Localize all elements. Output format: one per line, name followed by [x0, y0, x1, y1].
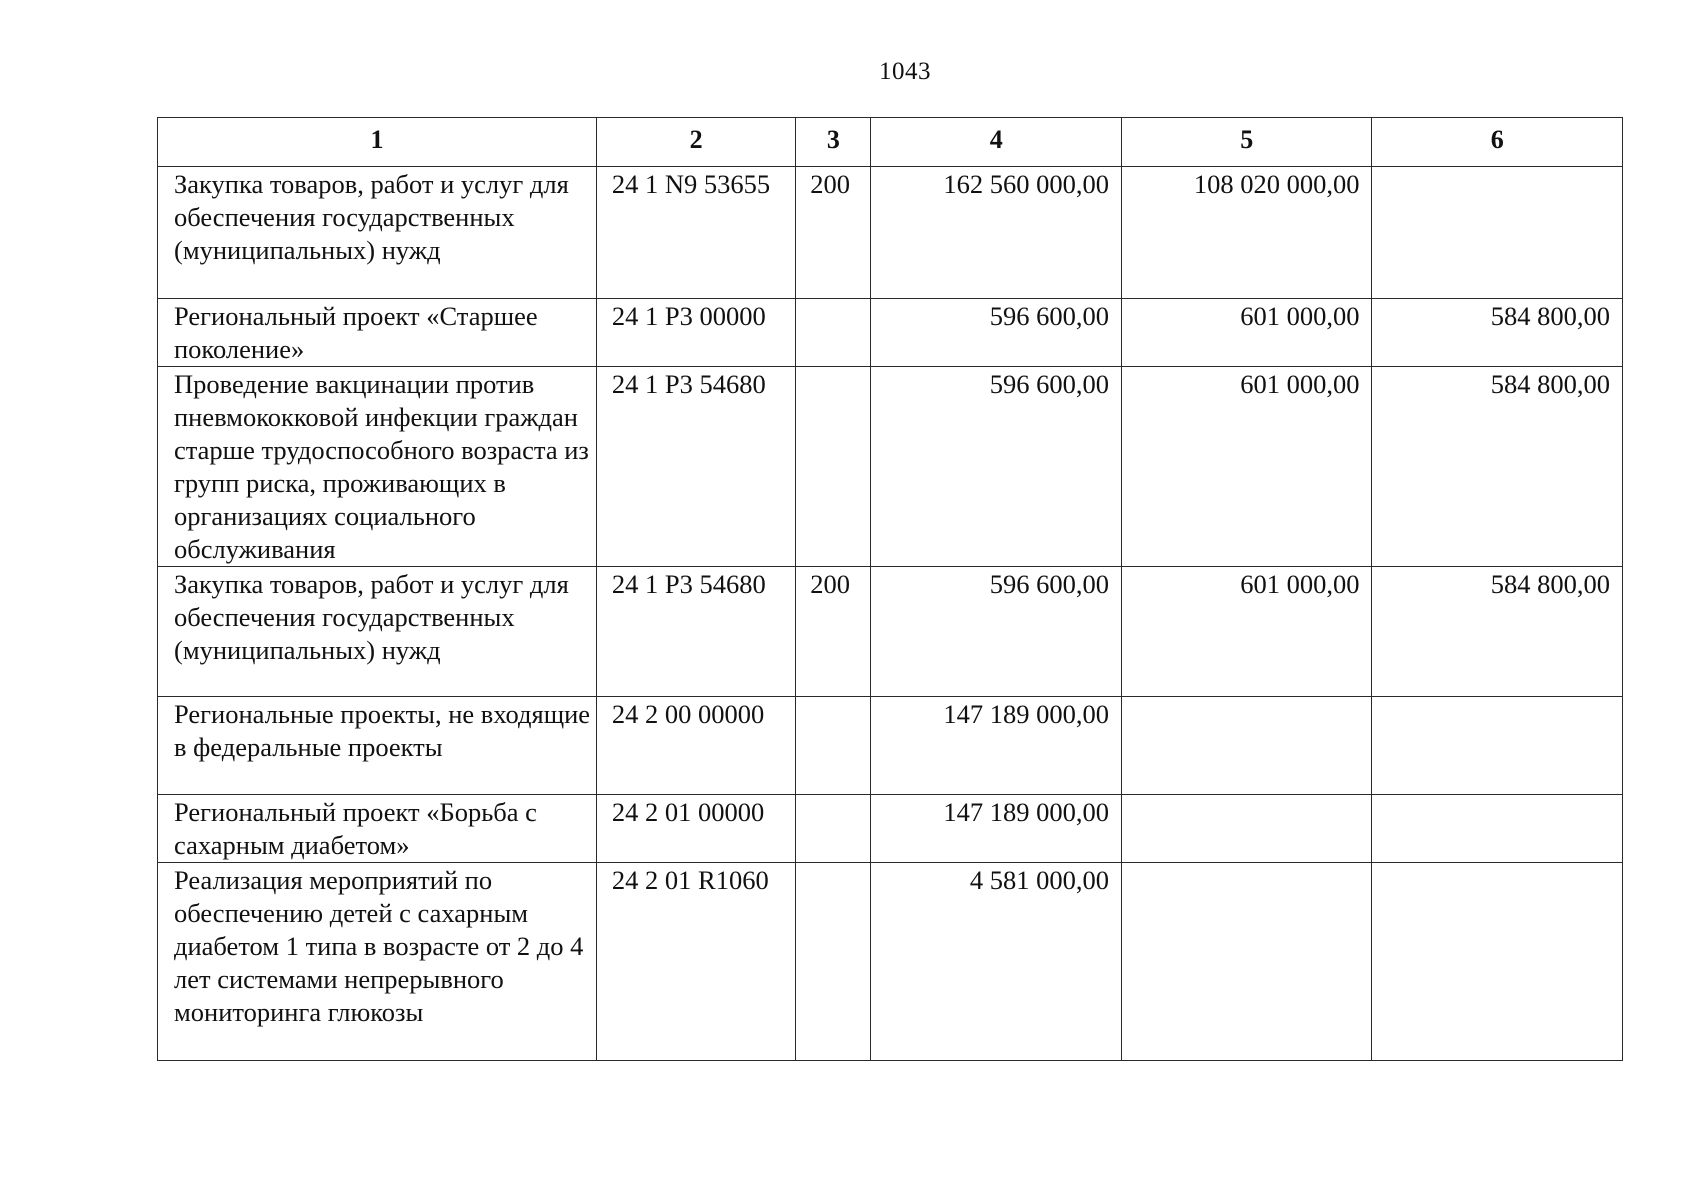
column-header-6: 6 — [1372, 118, 1623, 167]
row-amount-2: 108 020 000,00 — [1121, 167, 1372, 299]
row-amount-1: 147 189 000,00 — [871, 697, 1122, 795]
table-row — [158, 697, 1623, 795]
row-amount-3 — [1372, 863, 1623, 1061]
row-code: 24 1 P3 54680 — [596, 367, 795, 567]
row-expense-type — [796, 299, 871, 367]
row-code: 24 2 01 R1060 — [596, 863, 795, 1061]
row-amount-3: 584 800,00 — [1372, 567, 1623, 697]
header-row — [158, 118, 1623, 167]
table-row — [158, 863, 1623, 1061]
row-code: 24 2 01 00000 — [596, 795, 795, 863]
row-name: Проведение вакцинации против пневмококковой инфекции граждан старше трудоспособного возраста из групп риска, проживающих в организациях социального обслуживания — [158, 367, 597, 567]
row-amount-3 — [1372, 167, 1623, 299]
column-header-4: 4 — [871, 118, 1122, 167]
table-row — [158, 299, 1623, 367]
row-amount-1: 596 600,00 — [871, 367, 1122, 567]
row-name: Региональный проект «Борьба с сахарным диабетом» — [158, 795, 597, 863]
row-expense-type — [796, 367, 871, 567]
column-header-5: 5 — [1121, 118, 1372, 167]
budget-table — [157, 117, 1623, 1061]
row-name: Региональные проекты, не входящие в федеральные проекты — [158, 697, 597, 795]
row-amount-1: 147 189 000,00 — [871, 795, 1122, 863]
column-header-3: 3 — [796, 118, 871, 167]
row-amount-2 — [1121, 795, 1372, 863]
row-amount-2: 601 000,00 — [1121, 299, 1372, 367]
row-code: 24 2 00 00000 — [596, 697, 795, 795]
row-amount-2 — [1121, 697, 1372, 795]
row-code: 24 1 N9 53655 — [596, 167, 795, 299]
row-code: 24 1 P3 00000 — [596, 299, 795, 367]
row-expense-type: 200 — [796, 567, 871, 697]
row-amount-3: 584 800,00 — [1372, 367, 1623, 567]
row-expense-type — [796, 863, 871, 1061]
row-expense-type — [796, 697, 871, 795]
row-name: Закупка товаров, работ и услуг для обеспечения государственных (муниципальных) нужд — [158, 567, 597, 697]
row-amount-3: 584 800,00 — [1372, 299, 1623, 367]
row-amount-3 — [1372, 795, 1623, 863]
page-number: 1043 — [879, 58, 931, 85]
row-expense-type: 200 — [796, 167, 871, 299]
row-amount-2: 601 000,00 — [1121, 567, 1372, 697]
row-amount-1: 596 600,00 — [871, 567, 1122, 697]
table-row — [158, 795, 1623, 863]
row-expense-type — [796, 795, 871, 863]
row-amount-2: 601 000,00 — [1121, 367, 1372, 567]
row-amount-1: 4 581 000,00 — [871, 863, 1122, 1061]
row-name: Закупка товаров, работ и услуг для обеспечения государственных (муниципальных) нужд — [158, 167, 597, 299]
row-amount-2 — [1121, 863, 1372, 1061]
row-amount-1: 162 560 000,00 — [871, 167, 1122, 299]
table-row — [158, 367, 1623, 567]
row-code: 24 1 P3 54680 — [596, 567, 795, 697]
column-header-2: 2 — [596, 118, 795, 167]
row-amount-3 — [1372, 697, 1623, 795]
table-row — [158, 167, 1623, 299]
row-name: Региональный проект «Старшее поколение» — [158, 299, 597, 367]
column-header-1: 1 — [158, 118, 597, 167]
row-amount-1: 596 600,00 — [871, 299, 1122, 367]
row-name: Реализация мероприятий по обеспечению детей с сахарным диабетом 1 типа в возрасте от 2 до 4 лет системами непрерывного мониторинга глюкозы — [158, 863, 597, 1061]
table-row — [158, 567, 1623, 697]
